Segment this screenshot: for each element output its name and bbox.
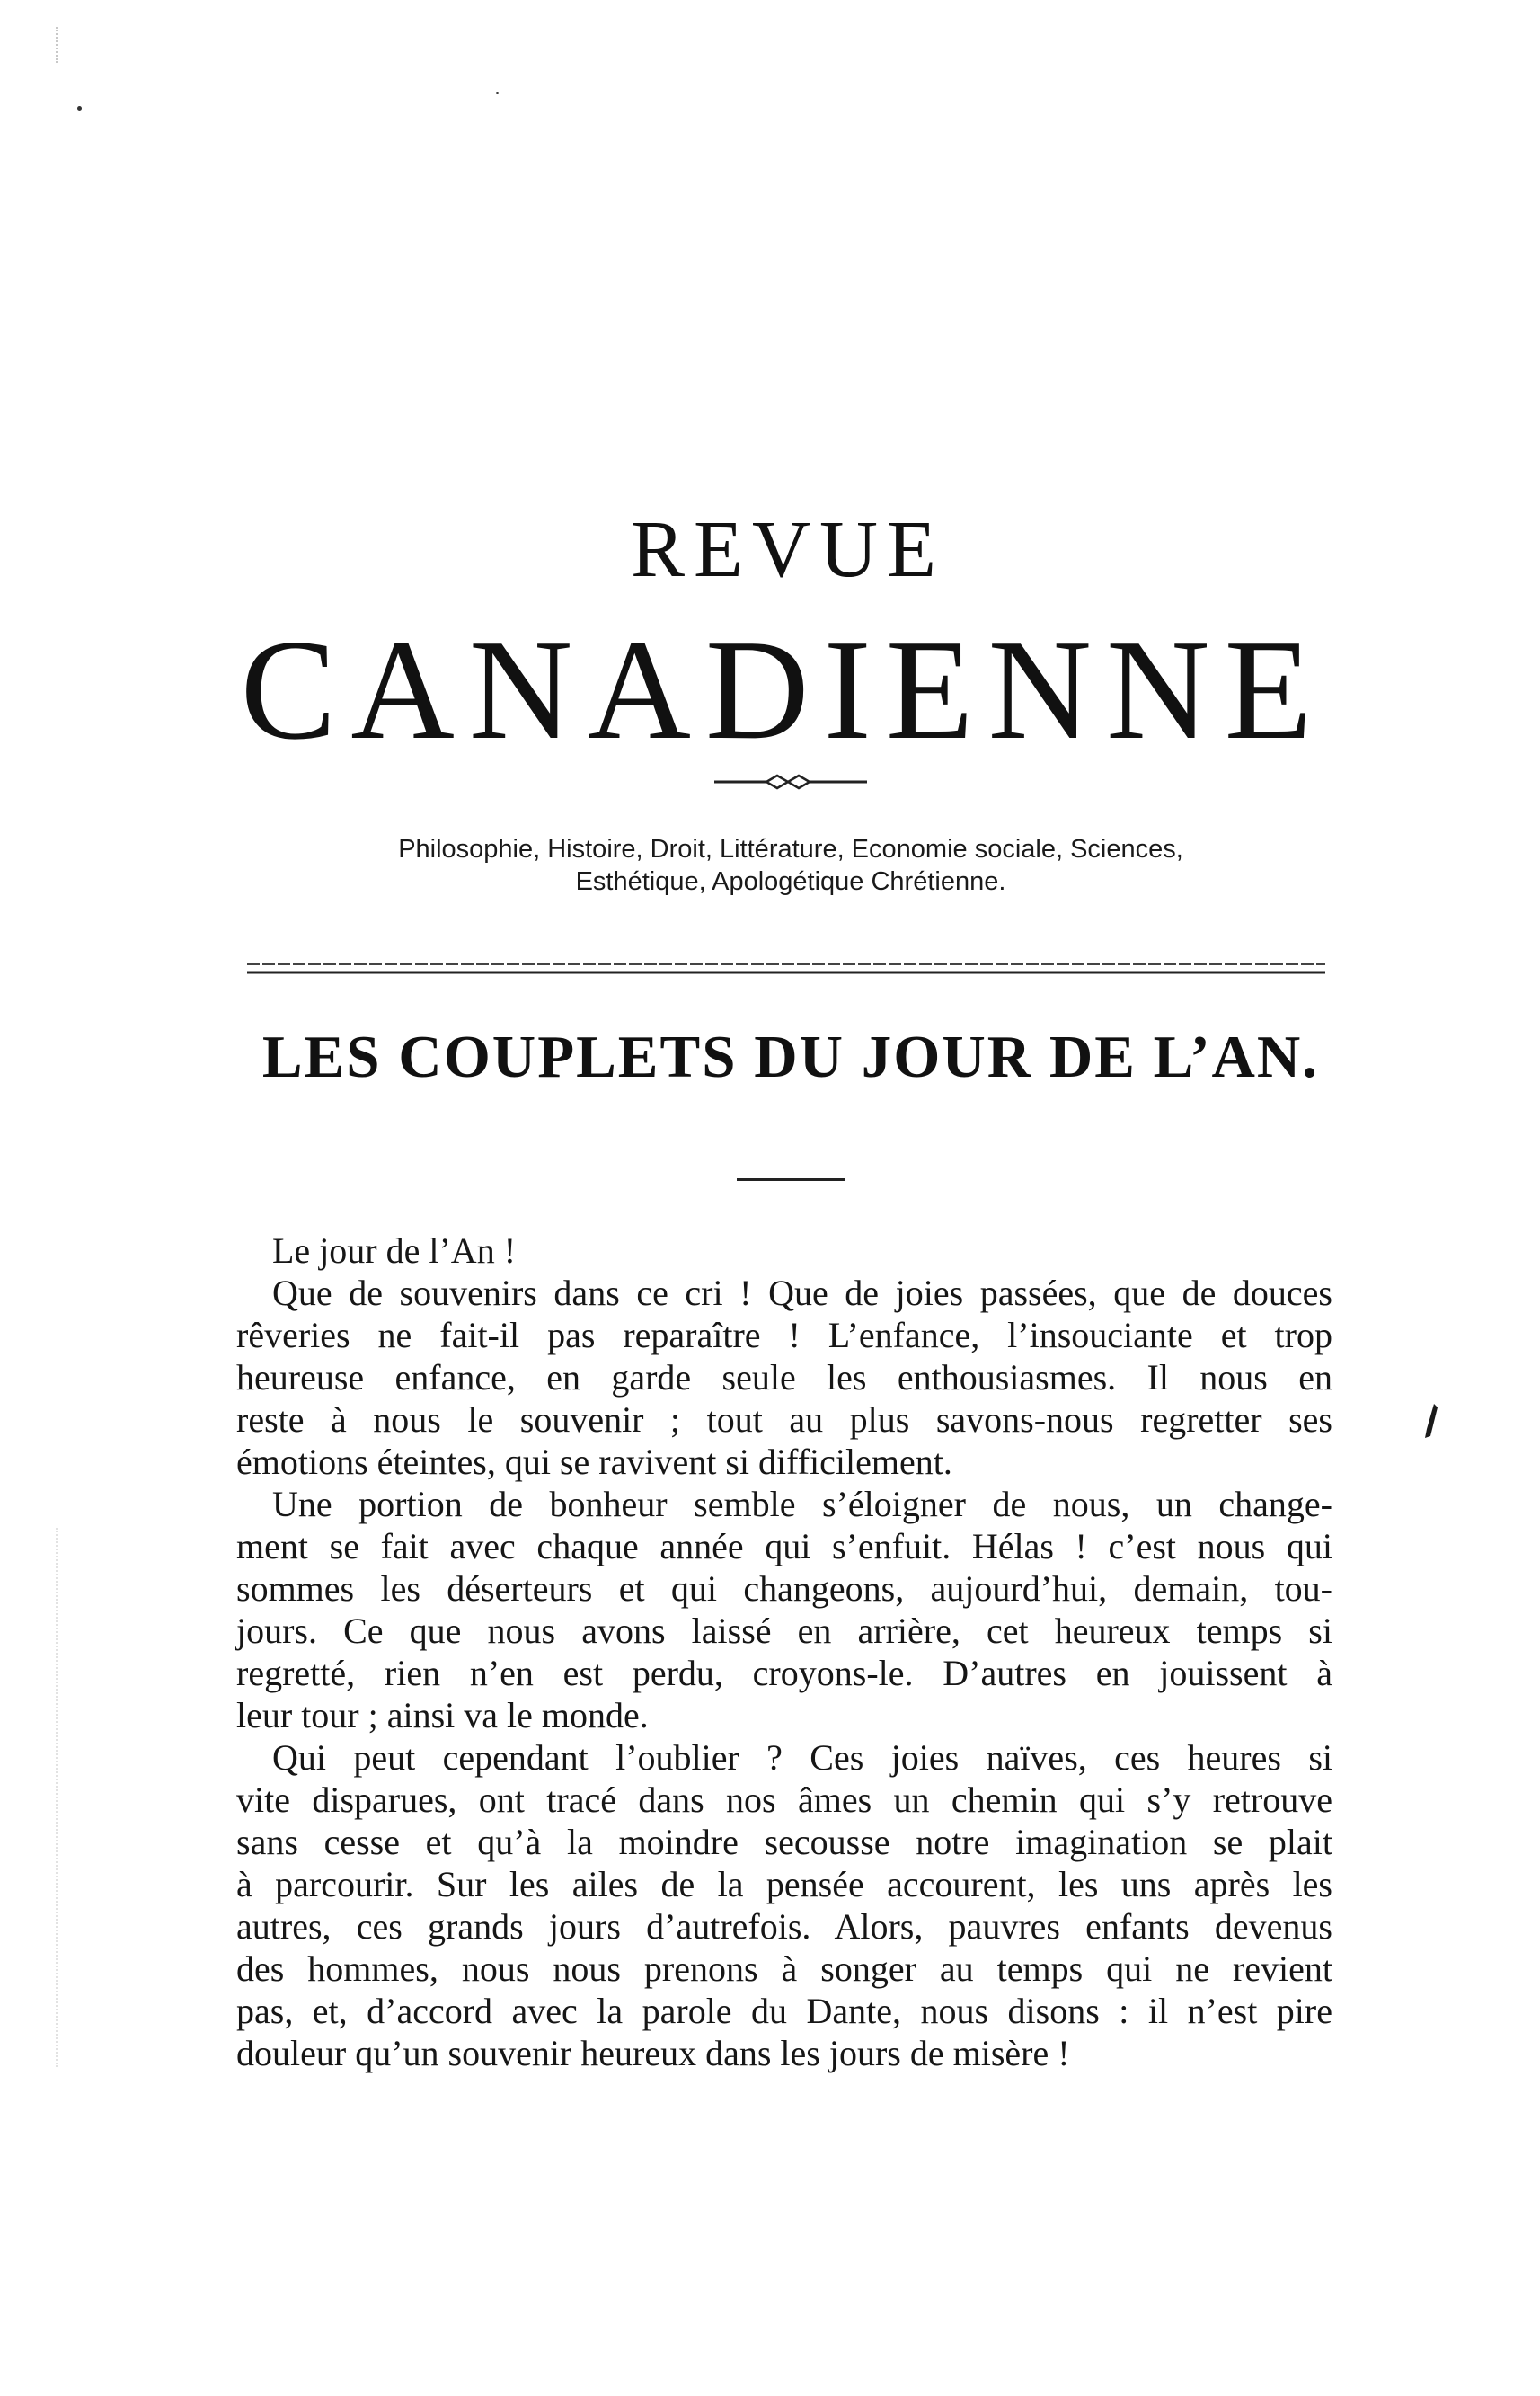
- article-line: jours. Ce que nous avons laissé en arrière, cet heureux temps si: [236, 1611, 1332, 1651]
- article-line: des hommes, nous nous prenons à songer au temps qui ne revient: [236, 1948, 1332, 1989]
- ink-blot-mark: [1421, 1402, 1439, 1440]
- article-line: sommes les déserteurs et qui changeons, aujourd’hui, demain, tou-: [236, 1568, 1332, 1609]
- article-line: autres, ces grands jours d’autrefois. Alors, pauvres enfants devenus: [236, 1906, 1332, 1947]
- article-line: émotions éteintes, qui se ravivent si difficilement.: [236, 1442, 952, 1482]
- article-line: rêveries ne fait-il pas reparaître ! L’enfance, l’insouciante et trop: [236, 1315, 1332, 1355]
- scan-speck: [496, 92, 499, 94]
- article-line: Que de souvenirs dans ce cri ! Que de joies passées, que de douces: [272, 1273, 1332, 1313]
- article-line: sans cesse et qu’à la moindre secousse notre imagination se plait: [236, 1822, 1332, 1862]
- double-rule-divider: [247, 960, 1325, 978]
- article-line: regretté, rien n’en est perdu, croyons-le. D’autres en jouissent à: [236, 1653, 1332, 1693]
- article-line: ment se fait avec chaque année qui s’enfuit. Hélas ! c’est nous qui: [236, 1526, 1332, 1566]
- article-title: LES COUPLETS DU JOUR DE L’AN.: [261, 1024, 1320, 1090]
- masthead-title-revue: REVUE: [631, 505, 945, 594]
- article-line: reste à nous le souvenir ; tout au plus savons-nous regretter ses: [236, 1399, 1332, 1440]
- short-rule-divider: [737, 1178, 845, 1181]
- scan-margin-dots: [56, 27, 61, 63]
- article-line: à parcourir. Sur les ailes de la pensée accourent, les uns après les: [236, 1864, 1332, 1904]
- masthead-title-canadienne: CANADIENNE: [240, 609, 1327, 769]
- scan-margin-dots: [56, 1528, 61, 2067]
- article-line: Qui peut cependant l’oublier ? Ces joies naïves, ces heures si: [272, 1737, 1332, 1778]
- article-line: douleur qu’un souvenir heureux dans les jours de misère !: [236, 2033, 1070, 2073]
- article-body: [236, 1229, 1332, 2074]
- masthead-subtitle-line-2: Esthétique, Apologétique Chrétienne.: [575, 867, 1006, 896]
- ornament-divider: [714, 771, 867, 793]
- article-line: vite disparues, ont tracé dans nos âmes un chemin qui s’y retrouve: [236, 1779, 1332, 1820]
- scan-speck: [77, 106, 82, 111]
- article-line: Le jour de l’An !: [272, 1230, 517, 1271]
- article-line: heureuse enfance, en garde seule les enthousiasmes. Il nous en: [236, 1357, 1332, 1398]
- article-line: pas, et, d’accord avec la parole du Dante, nous disons : il n’est pire: [236, 1991, 1332, 2031]
- article-line: leur tour ; ainsi va le monde.: [236, 1695, 649, 1735]
- masthead-subtitle-line-1: Philosophie, Histoire, Droit, Littérature, Economie sociale, Sciences,: [398, 835, 1183, 864]
- article-line: Une portion de bonheur semble s’éloigner de nous, un change-: [272, 1484, 1332, 1524]
